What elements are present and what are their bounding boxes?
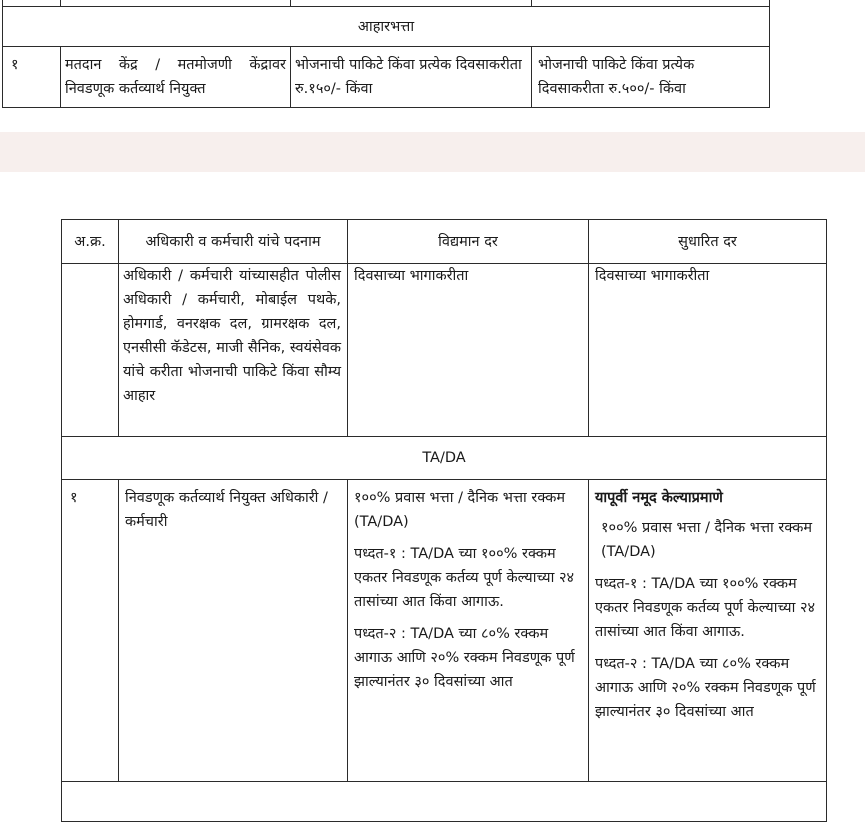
- previous-page: [0, 0, 865, 132]
- method-2-text: पध्दत-२ : TA/DA च्या ८०% रक्कम आगाऊ आणि २०% रक्कम निवडणूक पूर्ण झाल्यानंतर ३० दिवसांच्या आत: [595, 656, 816, 720]
- section-heading-row: [62, 437, 827, 480]
- revised-rate-cell: [589, 480, 827, 782]
- header-row: [62, 220, 827, 264]
- serial-number: १: [62, 480, 119, 782]
- table-row: [3, 47, 770, 108]
- header-revised-rate: सुधारित दर: [589, 220, 827, 264]
- section-heading: TA/DA: [62, 437, 827, 480]
- designation-cell: अधिकारी / कर्मचारी यांच्यासहीत पोलीस अधिकारी / कर्मचारी, मोबाईल पथके, होमगार्ड, वनरक्षक दल, ग्रामरक्षक दल, एनसीसी कॅडेटस, माजी सैनिक, स्वयंसेवक यांचे करीता भोजनाची पाकिटे किंवा सौम्य आहार: [119, 264, 348, 437]
- existing-rate-cell: भोजनाची पाकिटे किंवा प्रत्येक दिवसाकरीता रु.१५०/- किंवा: [291, 47, 532, 108]
- method-1-text: पध्दत-१ : TA/DA च्या १००% रक्कम एकतर निवडणूक कर्तव्य पूर्ण केल्याच्या २४ तासांच्या आत किंवा आगाऊ.: [595, 576, 816, 640]
- existing-rate-cell: दिवसाच्या भागाकरीता: [348, 264, 589, 437]
- table-row-cut: [62, 782, 827, 822]
- table-row: [62, 264, 827, 437]
- table-row: [62, 480, 827, 782]
- revised-rate-cell: दिवसाच्या भागाकरीता: [589, 264, 827, 437]
- allowance-text: १००% प्रवास भत्ता / दैनिक भत्ता रक्कम (TA/DA): [354, 490, 566, 530]
- designation-cell: मतदान केंद्र / मतमोजणी केंद्रावर निवडणूक कर्तव्यार्थ नियुक्त: [61, 47, 291, 108]
- revised-rate-cell: भोजनाची पाकिटे किंवा प्रत्येक दिवसाकरीता रु.५००/- किंवा: [532, 47, 770, 108]
- section-heading: आहारभत्ता: [3, 7, 770, 47]
- method-1-text: पध्दत-१ : TA/DA च्या १००% रक्कम एकतर निवडणूक कर्तव्य पूर्ण केल्याच्या २४ तासांच्या आत किंवा आगाऊ.: [354, 546, 575, 610]
- header-sr: अ.क्र.: [62, 220, 119, 264]
- designation-cell: निवडणूक कर्तव्यार्थ नियुक्त अधिकारी / कर्मचारी: [119, 480, 348, 782]
- section-heading-row: [3, 7, 770, 47]
- page-break: [0, 132, 865, 172]
- diet-allowance-table: [2, 0, 770, 108]
- as-mentioned-earlier-note: यापूर्वी नमूद केल्याप्रमाणे: [595, 490, 723, 506]
- header-designation: अधिकारी व कर्मचारी यांचे पदनाम: [119, 220, 348, 264]
- method-2-text: पध्दत-२ : TA/DA च्या ८०% रक्कम आगाऊ आणि २०% रक्कम निवडणूक पूर्ण झाल्यानंतर ३० दिवसांच्या आत: [354, 626, 575, 690]
- serial-number: १: [3, 47, 61, 108]
- existing-rate-cell: [348, 480, 589, 782]
- rates-table: [61, 219, 827, 822]
- allowance-text: १००% प्रवास भत्ता / दैनिक भत्ता रक्कम (TA/DA): [601, 520, 813, 560]
- serial-number: [62, 264, 119, 437]
- header-existing-rate: विद्यमान दर: [348, 220, 589, 264]
